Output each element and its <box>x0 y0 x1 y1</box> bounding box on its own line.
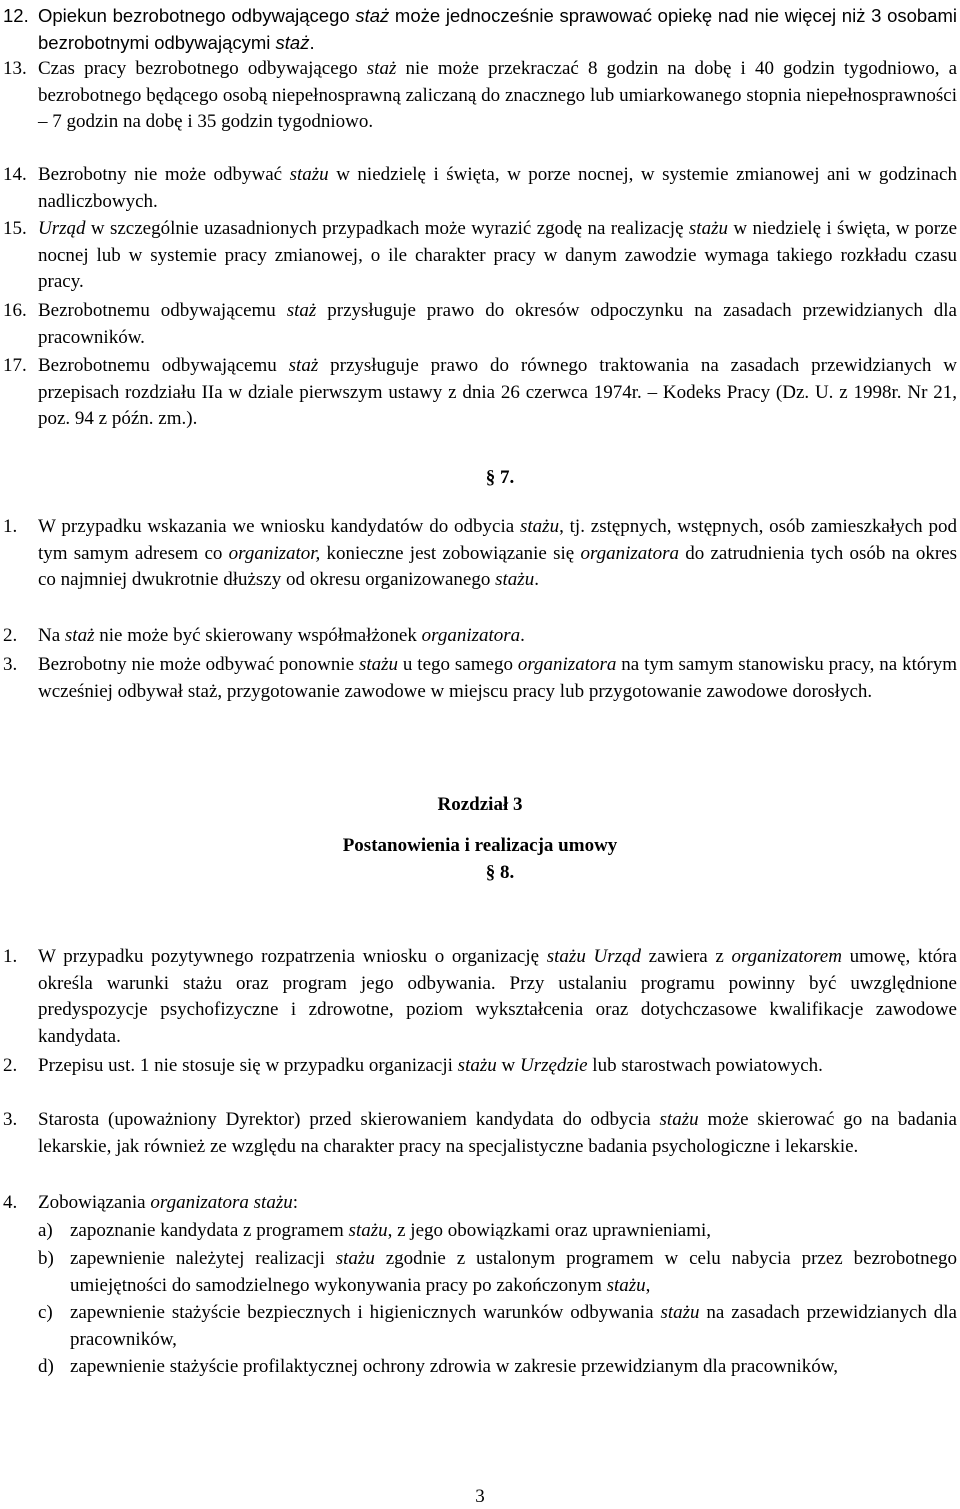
list-item <box>3 298 957 351</box>
list-item <box>3 1053 957 1080</box>
list-item <box>3 1190 957 1217</box>
sub-item-letter: d) <box>38 1356 54 1377</box>
list-item <box>3 514 957 594</box>
item-text: Zobowiązania organizatora stażu: <box>38 1192 299 1213</box>
item-number: 15. <box>3 218 27 239</box>
sub-item-text: zapewnienie stażyście bezpiecznych i higienicznych warunków odbywania stażu na zasadach przewidzianych dla pracowników, <box>70 1302 957 1350</box>
list-item <box>3 1107 957 1160</box>
item-number: 1. <box>3 516 18 537</box>
item-text: Bezrobotnemu odbywającemu staż przysługuje prawo do równego traktowania na zasadach przewidzianych w przepisach rozdziału IIa w dziale pierwszym ustawy z dnia 26 czerwca 1974r. – Kodeks Pracy (Dz. U. z 1998r. Nr 21, poz. 94 z późn. zm.). <box>38 355 958 429</box>
item-text: Na staż nie może być skierowany współmałżonek organizatora. <box>38 625 525 646</box>
item-number: 3. <box>3 654 18 675</box>
chapter-title: Postanowienia i realizacja umowy <box>342 835 618 856</box>
item-text: Przepisu ust. 1 nie stosuje się w przypadku organizacji stażu w Urzędzie lub starostwach powiatowych. <box>38 1055 823 1076</box>
item-number: 12. <box>3 5 29 26</box>
item-number: 1. <box>3 946 18 967</box>
list-item <box>3 353 957 433</box>
list-item <box>3 162 957 215</box>
list-item <box>3 3 957 56</box>
section-heading-7: § 7. <box>485 467 515 488</box>
item-number: 17. <box>3 355 27 376</box>
sub-list-item <box>38 1354 957 1381</box>
sub-item-text: zapoznanie kandydata z programem stażu, z jego obowiązkami oraz uprawnieniami, <box>70 1220 712 1241</box>
chapter-heading: Rozdział 3 <box>437 794 523 815</box>
list-item <box>3 216 957 296</box>
item-text: Opiekun bezrobotnego odbywającego staż może jednocześnie sprawować opiekę nad nie więcej niż 3 osobami bezrobotnymi odbywającymi staż. <box>38 5 957 53</box>
item-text: Bezrobotny nie może odbywać stażu w niedzielę i święta, w porze nocnej, w systemie zmianowej ani w godzinach nadliczbowych. <box>38 164 957 212</box>
item-text: W przypadku pozytywnego rozpatrzenia wniosku o organizację stażu Urząd zawiera z organizatorem umowę, która określa warunki stażu oraz program jego odbywania. Przy ustalaniu programu powinny być uwzględnione predyspozycje psychofizyczne i zdrowotne, poziom wykształcenia oraz dotychczasowe kwalifikacje zawodowe kandydata. <box>38 946 957 1047</box>
item-text: Czas pracy bezrobotnego odbywającego staż nie może przekraczać 8 godzin na dobę i 40 godzin tygodniowo, a bezrobotnego będącego osobą niepełnosprawną zaliczaną do znacznego lub umiarkowanego stopnia niepełnosprawności – 7 godzin na dobę i 35 godzin tygodniowo. <box>38 58 958 132</box>
item-text: Bezrobotny nie może odbywać ponownie stażu u tego samego organizatora na tym samym stanowisku pracy, na którym wcześniej odbywał staż, przygotowanie zawodowe w miejscu pracy lub przygotowanie zawodowe dorosłych. <box>38 654 957 702</box>
item-number: 13. <box>3 58 27 79</box>
sub-item-text: zapewnienie należytej realizacji stażu zgodnie z ustalonym programem w celu nabycia przez bezrobotnego umiejętności do samodzielnego wykonywania pracy po zakończonym stażu, <box>70 1248 957 1296</box>
item-text: Bezrobotnemu odbywającemu staż przysługuje prawo do okresów odpoczynku na zasadach przewidzianych dla pracowników. <box>38 300 957 348</box>
item-number: 16. <box>3 300 27 321</box>
sub-item-letter: a) <box>38 1220 53 1241</box>
list-item <box>3 652 957 705</box>
item-number: 2. <box>3 625 18 646</box>
page-number: 3 <box>475 1486 485 1507</box>
section-heading-8: § 8. <box>485 862 515 883</box>
list-item <box>3 623 957 650</box>
item-text: Urząd w szczególnie uzasadnionych przypadkach może wyrazić zgodę na realizację stażu w niedzielę i święta, w porze nocnej lub w systemie pracy zmianowej, o ile charakter pracy w danym zawodzie wymaga takiego rozkładu czasu pracy. <box>38 218 958 292</box>
sub-list-item <box>38 1218 957 1245</box>
item-text: W przypadku wskazania we wniosku kandydatów do odbycia stażu, tj. zstępnych, wstępnych, osób zamieszkałych pod tym samym adresem co organizator, konieczne jest zobowiązanie się organizatora do zatrudnienia tych osób na okres co najmniej dwukrotnie dłuższy od okresu organizowanego stażu. <box>38 516 957 590</box>
item-text: Starosta (upoważniony Dyrektor) przed skierowaniem kandydata do odbycia stażu może skierować go na badania lekarskie, jak również ze względu na charakter pracy na specjalistyczne badania psychologiczne i lekarskie. <box>38 1109 957 1157</box>
list-item <box>3 56 957 136</box>
item-number: 2. <box>3 1055 18 1076</box>
sub-item-letter: b) <box>38 1248 54 1269</box>
item-number: 14. <box>3 164 27 185</box>
sub-list-item <box>38 1246 957 1299</box>
item-number: 3. <box>3 1109 18 1130</box>
item-number: 4. <box>3 1192 18 1213</box>
sub-list-item <box>38 1300 957 1353</box>
list-item <box>3 944 957 1050</box>
sub-item-text: zapewnienie stażyście profilaktycznej ochrony zdrowia w zakresie przewidzianym dla pracowników, <box>70 1356 838 1377</box>
sub-item-letter: c) <box>38 1302 53 1323</box>
